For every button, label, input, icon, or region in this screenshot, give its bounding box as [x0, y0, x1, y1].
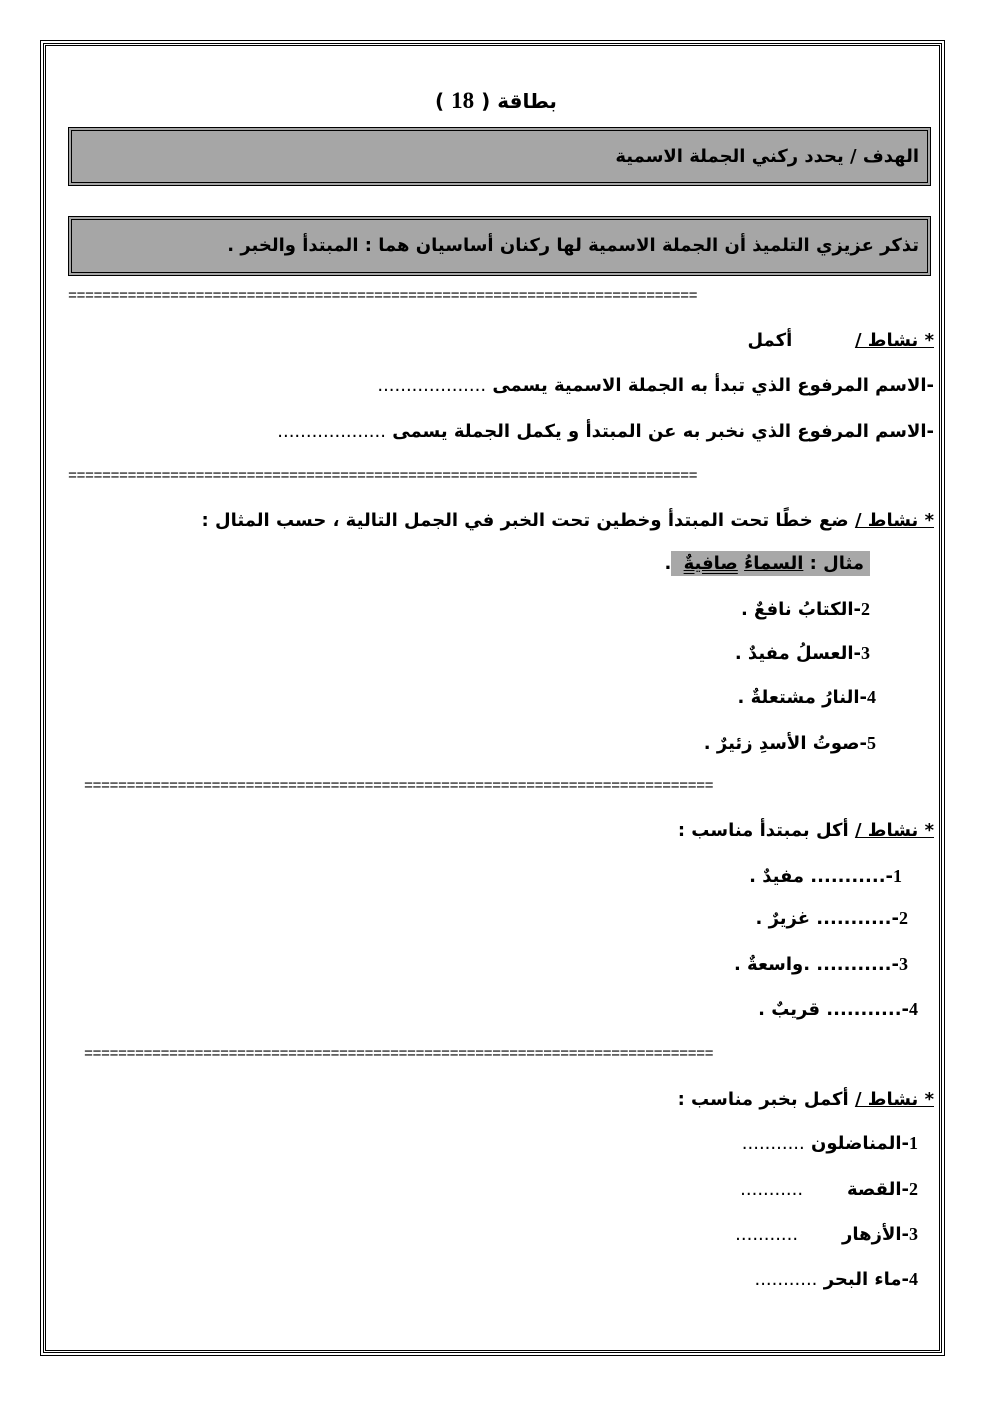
separator: ========================================================================== [68, 468, 698, 485]
reminder-box [68, 216, 931, 276]
card-label: بطاقة [497, 89, 557, 113]
activity1-instruction: أكمل [747, 330, 793, 351]
item-text: -العسلُ مفيدٌ . [734, 643, 861, 664]
activity2-heading [202, 510, 934, 531]
item-text: -........... قريبٌ . [758, 999, 909, 1020]
item-number: 5 [867, 733, 876, 753]
activity2-item [735, 643, 870, 664]
activity3-item [755, 908, 908, 929]
card-title: بطاقة ( 18 ) [435, 88, 557, 113]
item-text: -........... مفيدٌ . [749, 866, 893, 887]
activity4-item [742, 1133, 918, 1154]
activity2-label: * نشاط / [854, 510, 934, 531]
activity4-item [740, 1179, 918, 1200]
item-number: 2 [909, 1179, 918, 1199]
activity1-item-text: -الاسم المرفوع الذي نخبر به عن المبتدأ و يكمل الجملة يسمى [392, 421, 934, 442]
goal-box [68, 127, 931, 186]
item-text: -المناضلون [811, 1133, 909, 1154]
blank-line: ........... [754, 1269, 818, 1290]
activity1-item [277, 421, 934, 442]
activity2-item [704, 733, 876, 754]
example-subject: السماءُ [744, 553, 804, 574]
example-predicate: صافيةٌ [683, 553, 738, 574]
item-number: 4 [909, 999, 918, 1019]
activity2-item [738, 687, 876, 708]
activity4-item [735, 1224, 918, 1245]
activity3-instruction: أكل بمبتدأ مناسب : [677, 820, 849, 841]
item-text: -الأزهار [841, 1224, 909, 1245]
blank-line: ........... [741, 1133, 805, 1154]
activity1-heading [747, 330, 934, 351]
card-number: 18 [451, 88, 475, 113]
item-number: 1 [893, 866, 902, 886]
item-number: 4 [909, 1269, 918, 1289]
item-text: -ماء البحر [823, 1269, 909, 1290]
item-text: -........... .واسعةٌ . [733, 954, 899, 975]
activity4-item [754, 1269, 918, 1290]
activity1-item-text: -الاسم المرفوع الذي تبدأ به الجملة الاسمية يسمى [492, 375, 934, 396]
activity2-example [664, 553, 870, 574]
activity4-label: * نشاط / [854, 1089, 934, 1110]
item-text: -الكتابُ نافعٌ . [740, 599, 861, 620]
item-text: -........... غزيرٌ . [755, 908, 899, 929]
activity4-instruction: أكمل بخبر مناسب : [677, 1089, 849, 1110]
activity3-heading [678, 820, 934, 841]
item-number: 2 [899, 908, 908, 928]
separator: ========================================================================== [84, 1046, 714, 1063]
reminder-text: تذكر عزيزي التلميذ أن الجملة الاسمية لها ركنان أساسيان هما : المبتدأ والخبر . [227, 235, 919, 256]
activity4-heading [678, 1089, 934, 1110]
activity3-item [734, 954, 908, 975]
item-number: 1 [909, 1133, 918, 1153]
item-text: -القصة [846, 1179, 909, 1200]
example-label: مثال : [809, 553, 864, 574]
example-end: . [664, 553, 672, 574]
item-text: -صوتُ الأسدِ زئيرٌ . [703, 733, 867, 754]
item-number: 3 [899, 954, 908, 974]
activity1-label: * نشاط / [854, 330, 934, 351]
goal-text: الهدف / يحدد ركني الجملة الاسمية [615, 146, 919, 167]
activity1-item [377, 375, 934, 396]
item-number: 3 [861, 643, 870, 663]
activity2-instruction: ضع خطًا تحت المبتدأ وخطين تحت الخبر في الجمل التالية ، حسب المثال : [201, 510, 849, 531]
separator: ========================================================================== [84, 778, 714, 795]
item-number: 2 [861, 599, 870, 619]
item-text: -النارُ مشتعلةٌ . [737, 687, 867, 708]
blank-line: ................... [277, 421, 386, 442]
activity2-item [741, 599, 870, 620]
blank-line: ........... [735, 1224, 799, 1245]
item-number: 4 [867, 687, 876, 707]
item-number: 3 [909, 1224, 918, 1244]
separator: ========================================================================== [68, 288, 698, 305]
blank-line: ................... [377, 375, 487, 396]
activity3-item [749, 866, 902, 887]
activity3-label: * نشاط / [854, 820, 934, 841]
example-highlight [671, 551, 870, 576]
blank-line: ........... [740, 1179, 804, 1200]
activity3-item [758, 999, 918, 1020]
